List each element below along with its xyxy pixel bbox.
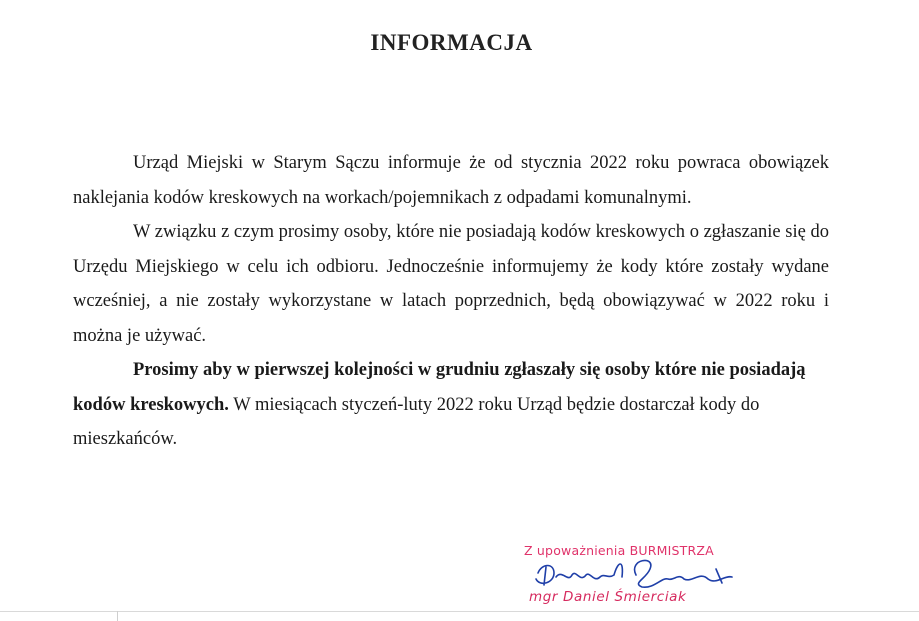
stamp-authorization: Z upoważnienia BURMISTRZA: [524, 543, 714, 558]
signer-name: mgr Daniel Śmierciak: [529, 589, 687, 605]
paragraph-2: W związku z czym prosimy osoby, które nie posiadają kodów kreskowych o zgłaszanie się do Urzędu Miejskiego w celu ich odbioru. Jednocześnie informujemy że kody które zostały wydane wcześniej, a nie zostały wykorzystane w latach poprzednich, będą obowiązywać w 2022 roku i można je używać.: [73, 222, 829, 346]
page-edge-rule: [0, 611, 919, 612]
page-edge-tick: [117, 611, 118, 621]
document-title: INFORMACJA: [370, 30, 533, 55]
paragraph-3: [73, 353, 829, 457]
paragraph-3-rest: W miesiącach styczeń-luty 2022 roku Urząd będzie dostarczał kody do mieszkańców.: [73, 394, 760, 449]
paragraph-1: Urząd Miejski w Starym Sączu informuje że od stycznia 2022 roku powraca obowiązek naklejania kodów kreskowych na workach/pojemnikach z odpadami komunalnymi.: [73, 153, 829, 208]
official-stamp: [520, 543, 750, 613]
handwritten-signature: [532, 553, 742, 593]
document-body: [73, 146, 829, 457]
paragraph-3-bold: Prosimy aby w pierwszej kolejności w grudniu zgłaszały się osoby które nie posiadają kodów kreskowych.: [73, 360, 806, 415]
